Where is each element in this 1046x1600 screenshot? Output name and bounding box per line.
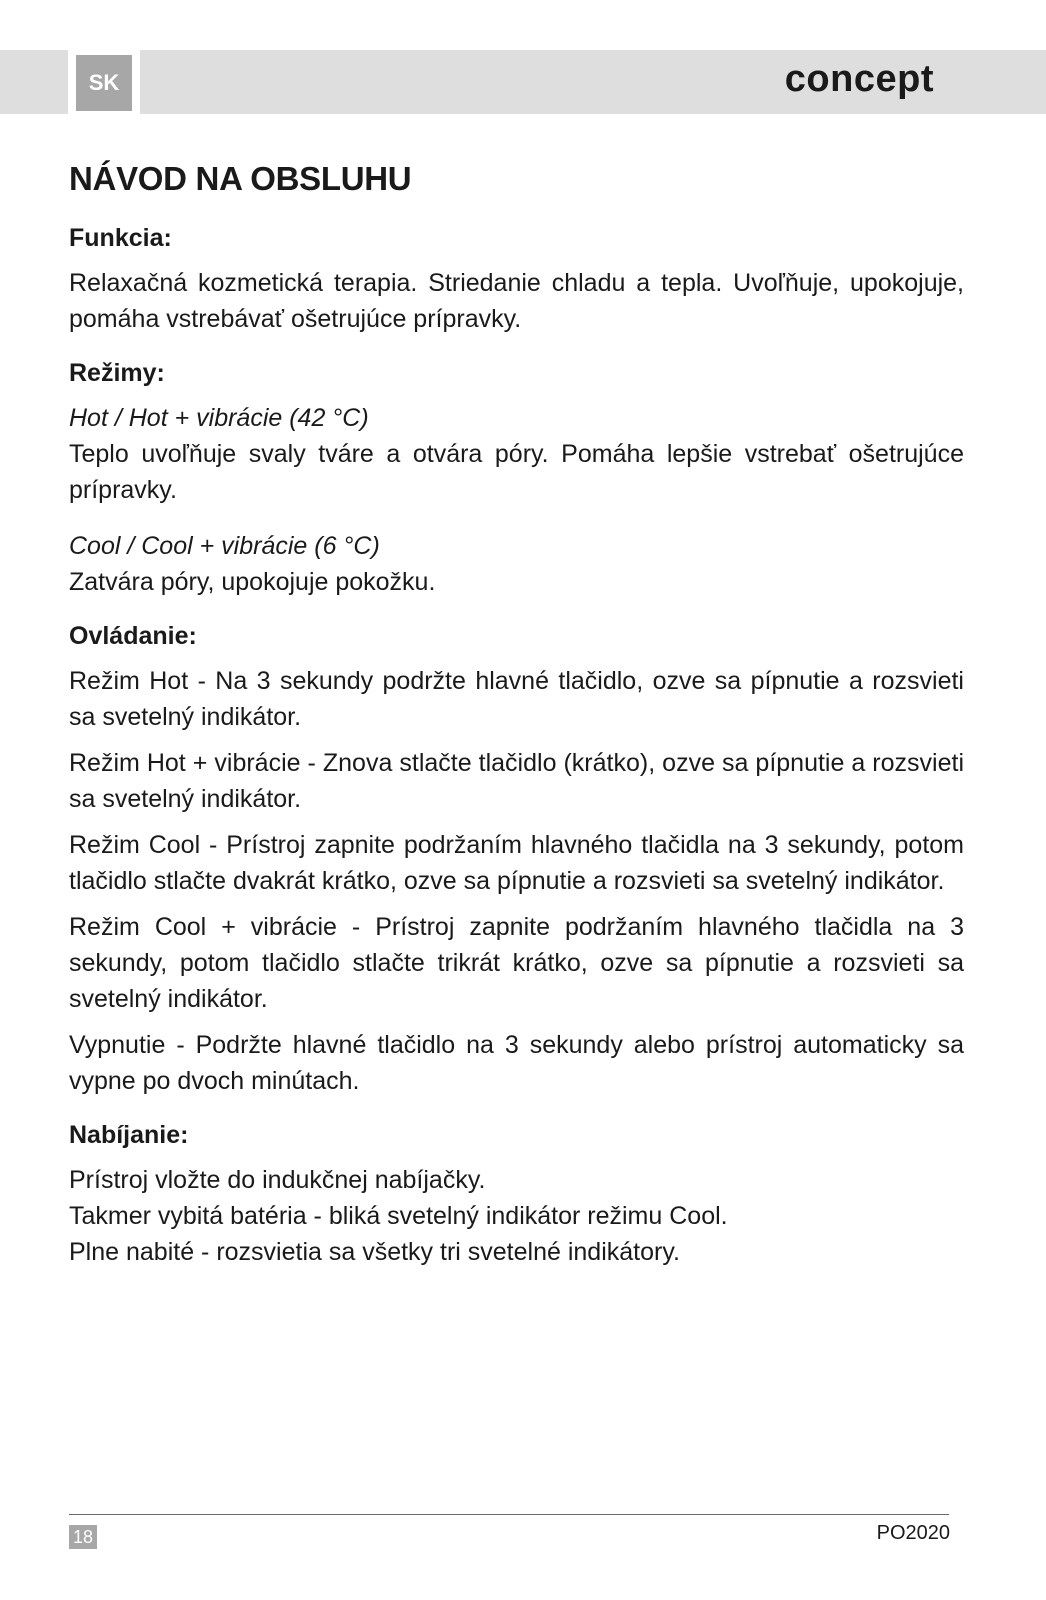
control-cool: Režim Cool - Prístroj zapnite podržaním hlavného tlačidla na 3 sekundy, potom tlačidlo stlačte dvakrát krátko, ozve sa pípnutie a rozsvieti sa svetelný indikátor. xyxy=(69,831,964,895)
header-bar-left xyxy=(0,50,68,114)
function-section xyxy=(69,224,964,337)
page-number: 18 xyxy=(69,1525,97,1549)
controls-section xyxy=(69,622,964,1099)
mode-cool xyxy=(69,528,964,600)
charging-section xyxy=(69,1121,964,1270)
mode-hot-title: Hot / Hot + vibrácie (42 °C) xyxy=(69,404,369,432)
mode-cool-title: Cool / Cool + vibrácie (6 °C) xyxy=(69,532,380,560)
charging-line-1: Prístroj vložte do indukčnej nabíjačky. xyxy=(69,1166,486,1194)
modes-heading: Režimy: xyxy=(69,359,165,387)
control-cool-vibration: Režim Cool + vibrácie - Prístroj zapnite podržaním hlavného tlačidla na 3 sekundy, potom tlačidlo stlačte trikrát krátko, ozve sa pípnutie a rozsvieti sa svetelný indikátor. xyxy=(69,913,964,1013)
footer-divider xyxy=(69,1514,949,1515)
modes-section xyxy=(69,359,964,600)
control-hot: Režim Hot - Na 3 sekundy podržte hlavné tlačidlo, ozve sa pípnutie a rozsvieti sa svetelný indikátor. xyxy=(69,667,964,731)
function-text: Relaxačná kozmetická terapia. Striedanie chladu a tepla. Uvoľňuje, upokojuje, pomáha vstrebávať ošetrujúce prípravky. xyxy=(69,269,964,333)
function-heading: Funkcia: xyxy=(69,224,172,252)
charging-line-3: Plne nabité - rozsvietia sa všetky tri svetelné indikátory. xyxy=(69,1238,680,1266)
language-badge: SK xyxy=(76,55,132,111)
page-title: NÁVOD NA OBSLUHU xyxy=(69,160,412,197)
model-number: PO2020 xyxy=(876,1522,950,1544)
control-power-off: Vypnutie - Podržte hlavné tlačidlo na 3 sekundy alebo prístroj automaticky sa vypne po dvoch minútach. xyxy=(69,1031,964,1095)
charging-line-2: Takmer vybitá batéria - bliká svetelný indikátor režimu Cool. xyxy=(69,1202,728,1230)
controls-heading: Ovládanie: xyxy=(69,622,197,650)
mode-cool-text: Zatvára póry, upokojuje pokožku. xyxy=(69,568,436,596)
control-hot-vibration: Režim Hot + vibrácie - Znova stlačte tlačidlo (krátko), ozve sa pípnutie a rozsvieti sa svetelný indikátor. xyxy=(69,749,964,813)
brand-logo: concept xyxy=(784,58,934,100)
charging-heading: Nabíjanie: xyxy=(69,1121,189,1149)
manual-content xyxy=(69,160,964,1292)
mode-hot-text: Teplo uvoľňuje svaly tváre a otvára póry. Pomáha lepšie vstrebať ošetrujúce prípravky. xyxy=(69,440,964,504)
mode-hot xyxy=(69,400,964,508)
